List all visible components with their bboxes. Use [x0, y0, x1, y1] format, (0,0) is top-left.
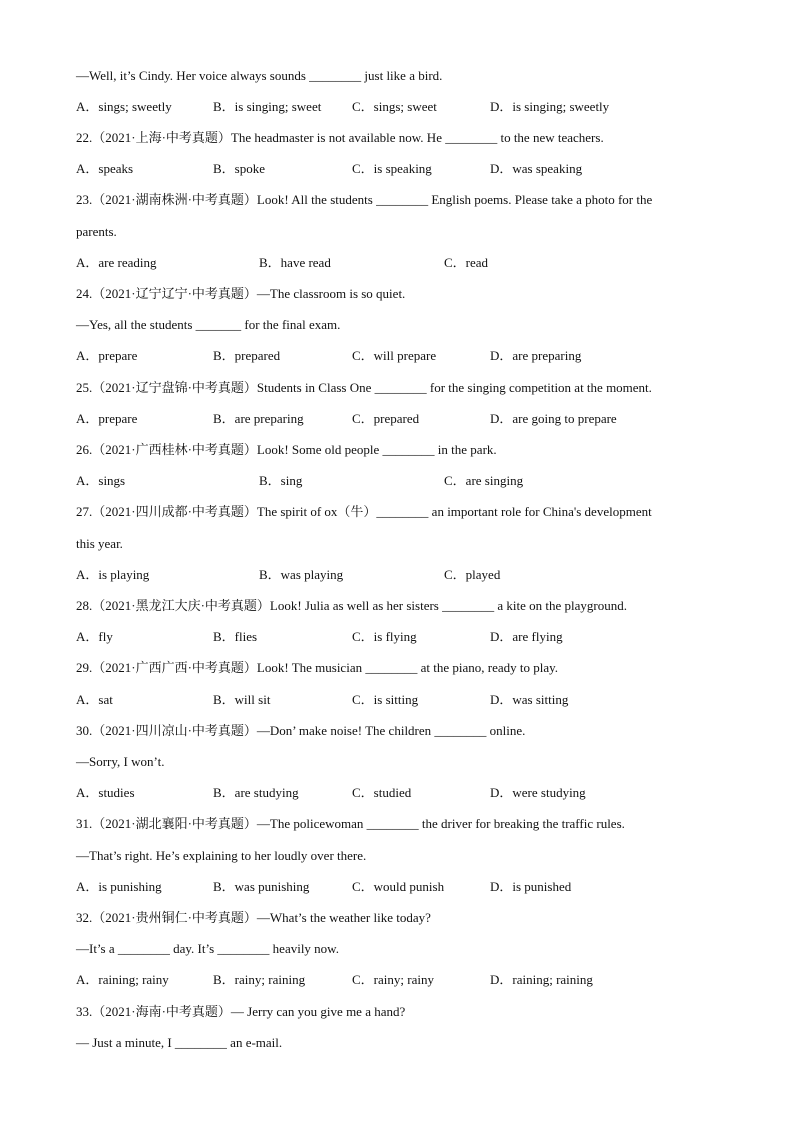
option-a: A．prepare [76, 348, 138, 363]
question-29-stem: 29.（2021·广西广西·中考真题）Look! The musician ________ at the piano, ready to play. [76, 660, 559, 675]
option-c: C．played [444, 567, 501, 582]
question-21-stem: —Well, it’s Cindy. Her voice always sounds ________ just like a bird. [76, 68, 443, 83]
option-b: B．prepared [213, 348, 281, 363]
option-c: C．rainy; rainy [352, 972, 434, 987]
option-c: C．read [444, 255, 489, 270]
question-30-stem: 30.（2021·四川凉山·中考真题）—Don’ make noise! The children ________ online. [76, 723, 526, 738]
question-26-options [76, 473, 716, 489]
question-30-stem-cont: —Sorry, I won’t. [76, 754, 165, 769]
option-b: B．are preparing [213, 411, 304, 426]
question-22-options [76, 161, 716, 177]
question-31-stem-cont: —That’s right. He’s explaining to her loudly over there. [76, 848, 367, 863]
option-c: C．sings; sweet [352, 99, 437, 114]
question-23-stem: 23.（2021·湖南株洲·中考真题）Look! All the students ________ English poems. Please take a photo for the [76, 192, 653, 207]
question-27-options [76, 567, 716, 583]
option-d: D．are flying [490, 629, 563, 644]
question-24-stem: 24.（2021·辽宁辽宁·中考真题）—The classroom is so quiet. [76, 286, 406, 301]
question-25-options [76, 411, 716, 427]
option-a: A．is playing [76, 567, 150, 582]
option-b: B．is singing; sweet [213, 99, 322, 114]
option-b: B．spoke [213, 161, 266, 176]
option-b: B．sing [259, 473, 303, 488]
question-27-stem-cont: this year. [76, 536, 123, 551]
option-d: D．was speaking [490, 161, 583, 176]
option-a: A．fly [76, 629, 113, 644]
option-a: A．prepare [76, 411, 138, 426]
question-24-stem-cont: —Yes, all the students _______ for the final exam. [76, 317, 341, 332]
option-d: D．are preparing [490, 348, 582, 363]
option-b: B．will sit [213, 692, 271, 707]
question-24-options [76, 348, 716, 364]
question-23-stem-cont: parents. [76, 224, 117, 239]
option-c: C．studied [352, 785, 412, 800]
question-33-stem-cont: — Just a minute, I ________ an e-mail. [76, 1035, 283, 1050]
option-c: C．prepared [352, 411, 420, 426]
option-a: A．are reading [76, 255, 157, 270]
option-a: A．sat [76, 692, 113, 707]
question-22-stem: 22.（2021·上海·中考真题）The headmaster is not available now. He ________ to the new teachers. [76, 130, 604, 145]
question-26-stem: 26.（2021·广西桂林·中考真题）Look! Some old people ________ in the park. [76, 442, 497, 457]
option-d: D．raining; raining [490, 972, 593, 987]
option-c: C．is flying [352, 629, 417, 644]
option-b: B．was playing [259, 567, 344, 582]
option-a: A．raining; rainy [76, 972, 169, 987]
option-b: B．have read [259, 255, 331, 270]
option-c: C．are singing [444, 473, 524, 488]
option-b: B．rainy; raining [213, 972, 306, 987]
option-d: D．are going to prepare [490, 411, 617, 426]
option-a: A．studies [76, 785, 135, 800]
question-33-stem: 33.（2021·海南·中考真题）— Jerry can you give me a hand? [76, 1004, 406, 1019]
question-31-options [76, 879, 716, 895]
option-d: D．is punished [490, 879, 572, 894]
option-b: B．are studying [213, 785, 299, 800]
option-c: C．is speaking [352, 161, 432, 176]
option-a: A．sings [76, 473, 126, 488]
option-d: D．was sitting [490, 692, 569, 707]
option-a: A．sings; sweetly [76, 99, 172, 114]
option-b: B．flies [213, 629, 258, 644]
question-29-options [76, 692, 716, 708]
question-21-options [76, 99, 716, 115]
question-25-stem: 25.（2021·辽宁盘锦·中考真题）Students in Class One ________ for the singing competition at the moment. [76, 380, 652, 395]
question-27-stem: 27.（2021·四川成都·中考真题）The spirit of ox（牛）________ an important role for China's development [76, 504, 652, 519]
question-32-stem-cont: —It’s a ________ day. It’s ________ heavily now. [76, 941, 339, 956]
question-32-stem: 32.（2021·贵州铜仁·中考真题）—What’s the weather like today? [76, 910, 431, 925]
option-b: B．was punishing [213, 879, 310, 894]
option-d: D．were studying [490, 785, 586, 800]
option-c: C．is sitting [352, 692, 419, 707]
question-31-stem: 31.（2021·湖北襄阳·中考真题）—The policewoman ________ the driver for breaking the traffic rules. [76, 816, 625, 831]
question-28-options [76, 629, 716, 645]
option-a: A．is punishing [76, 879, 162, 894]
question-23-options [76, 255, 716, 271]
question-28-stem: 28.（2021·黑龙江大庆·中考真题）Look! Julia as well as her sisters ________ a kite on the playground. [76, 598, 627, 613]
question-32-options [76, 972, 716, 988]
question-30-options [76, 785, 716, 801]
option-d: D．is singing; sweetly [490, 99, 610, 114]
option-a: A．speaks [76, 161, 134, 176]
option-c: C．will prepare [352, 348, 437, 363]
option-c: C．would punish [352, 879, 445, 894]
